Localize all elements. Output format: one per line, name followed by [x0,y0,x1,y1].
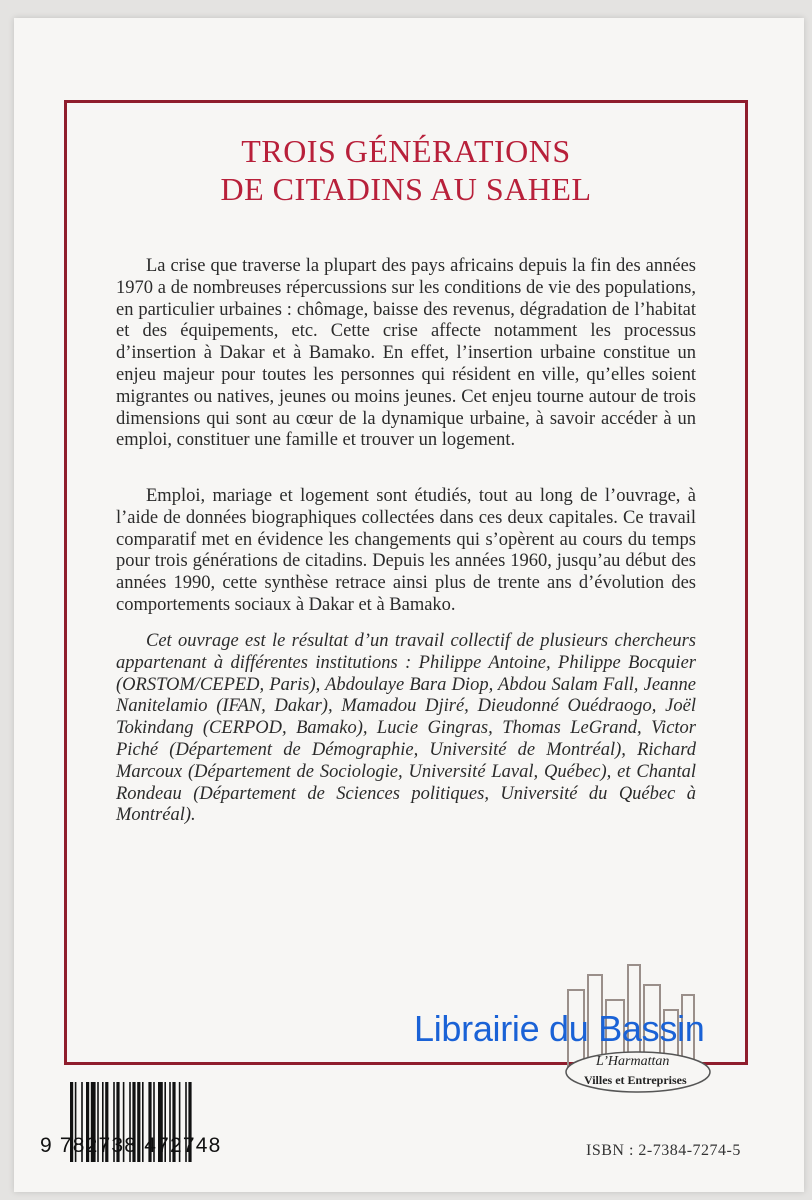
summary-paragraph-1: La crise que traverse la plupart des pays africains depuis la fin des années 1970 a de nombreuses répercussions sur les conditions de vie des populations, en particulier urbaines : chômage, baisse des revenus, dégradation de l’habitat et des équipements, etc. Cette crise affecte notamment les processus d’insertion à Dakar et à Bamako. En effet, l’insertion urbaine constitue un enjeu majeur pour toutes les personnes qui résident en ville, qu’elles soient migrantes ou natives, jeunes ou moins jeunes. Cet enjeu tourne autour de trois dimensions qui sont au cœur de la dynamique urbaine, à savoir accéder à un emploi, constituer une famille et trouver un logement. [116,256,696,451]
publisher-series: Villes et Entreprises [584,1073,687,1087]
isbn-number: ISBN : 2-7384-7274-5 [586,1142,741,1159]
publisher-name: L’Harmattan [596,1054,670,1069]
barcode-digits: 9 782738 472748 [40,1134,222,1157]
summary-paragraph-2: Emploi, mariage et logement sont étudiés, tout au long de l’ouvrage, à l’aide de données biographiques collectées dans ces deux capitales. Ce travail comparatif met en évidence les changements qui s’opèrent au cours du temps pour trois générations de citadins. Depuis les années 1960, jusqu’au début des années 1990, cette synthèse retrace ainsi plus de trente ans d’évolution des comportements sociaux à Dakar et à Bamako. [116,486,696,615]
title-line-1: TROIS GÉNÉRATIONS [241,133,571,169]
title-line-2: DE CITADINS AU SAHEL [220,171,592,207]
bookstore-watermark: Librairie du Bassin [414,1008,705,1049]
book-title [0,132,812,208]
authors-paragraph: Cet ouvrage est le résultat d’un travail collectif de plusieurs chercheurs appartenant à différentes institutions : Philippe Antoine, Philippe Bocquier (ORSTOM/CEPED, Paris), Abdoulaye Bara Diop, Abdou Salam Fall, Jeanne Nanitelamio (IFAN, Dakar), Mamadou Djiré, Dieudonné Ouédraogo, Joël Tokindang (CERPOD, Bamako), Lucie Gingras, Thomas LeGrand, Victor Piché (Département de Démographie, Université de Montréal), Richard Marcoux (Département de Sociologie, Université Laval, Québec), et Chantal Rondeau (Département de Sciences politiques, Université du Québec à Montréal). [116,631,696,826]
